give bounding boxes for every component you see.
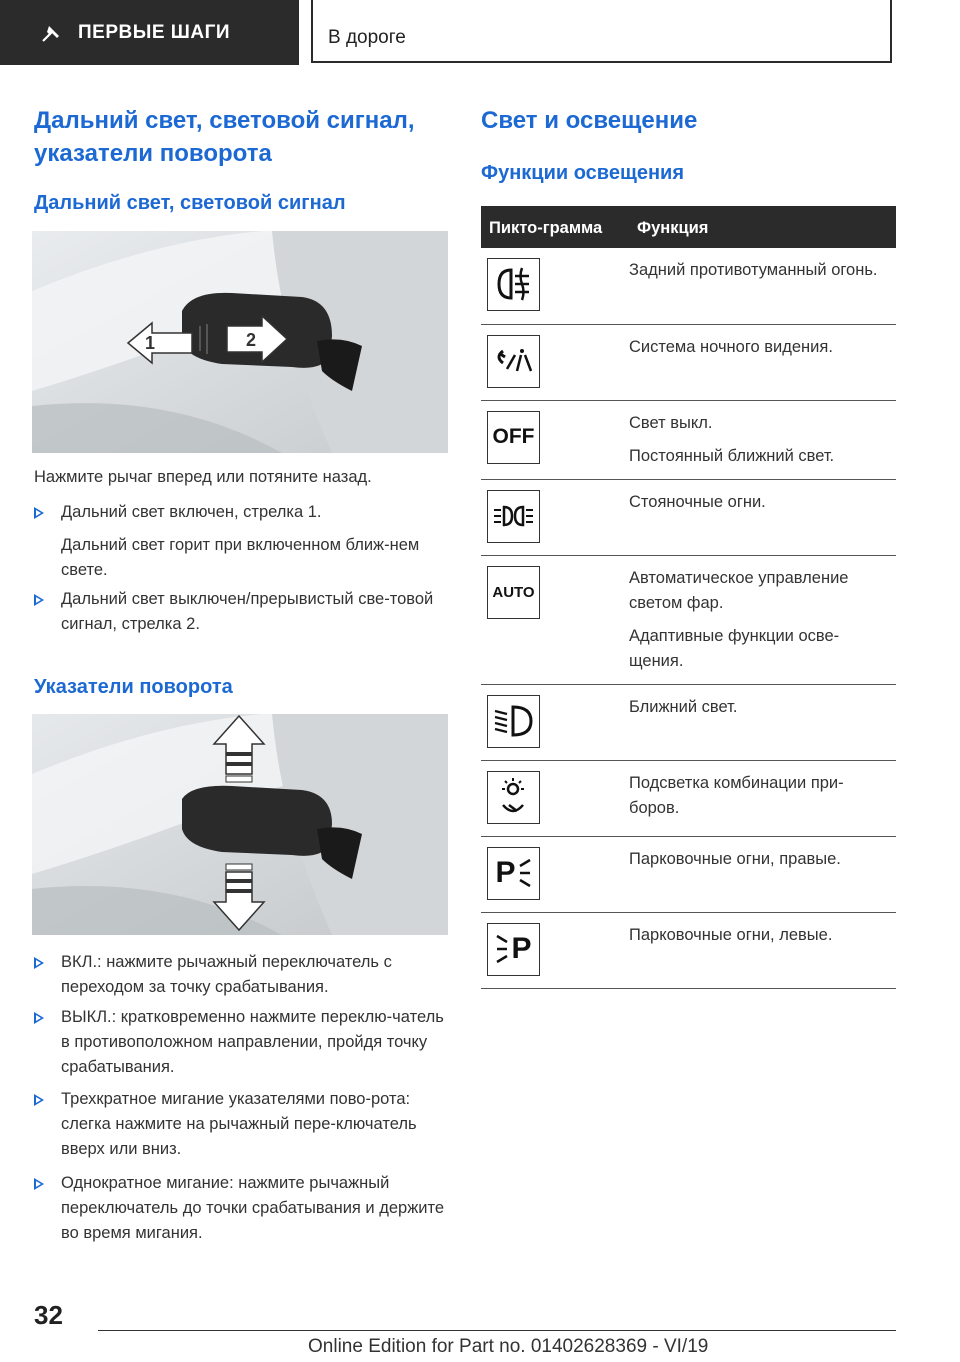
chapter-title: В дороге bbox=[328, 27, 406, 48]
high-beam-lever-figure bbox=[32, 231, 448, 453]
column-header-function: Функция bbox=[629, 206, 896, 248]
list-item: Дальний свет выключен/прерывистый све‐товой сигнал, стрелка 2. bbox=[34, 587, 448, 637]
instrument-lighting-icon bbox=[487, 771, 540, 824]
svg-text:2: 2 bbox=[246, 330, 257, 350]
intro-text: Нажмите рычаг вперед или потяните назад. bbox=[34, 468, 372, 486]
svg-text:1: 1 bbox=[145, 333, 156, 353]
table-row: Подсветка комбинации при‐боров. bbox=[481, 760, 896, 836]
table-row: P Парковочные огни, правые. bbox=[481, 836, 896, 912]
page-title: Дальний свет, световой сигнал, указатели поворота bbox=[34, 107, 415, 167]
footer-divider bbox=[98, 1330, 896, 1331]
section-tab[interactable] bbox=[0, 0, 299, 65]
table-row: AUTO Автоматическое управление светом фар. Адаптивные функции осве‐щения. bbox=[481, 555, 896, 684]
bullet-triangle-icon bbox=[34, 1094, 44, 1106]
section-title: ПЕРВЫЕ ШАГИ bbox=[78, 21, 231, 43]
parking-lights-icon bbox=[487, 490, 540, 543]
table-row: Стояночные огни. bbox=[481, 479, 896, 555]
edition-note: Online Edition for Part no. 01402628369 - VI/19 bbox=[308, 1336, 709, 1357]
page-number: 32 bbox=[34, 1300, 63, 1330]
bullet-triangle-icon bbox=[34, 957, 44, 969]
rear-fog-light-icon bbox=[487, 258, 540, 311]
low-beam-icon bbox=[487, 695, 540, 748]
turn-signal-lever-figure bbox=[32, 714, 448, 935]
chapter-tab bbox=[311, 0, 892, 63]
night-vision-icon bbox=[487, 335, 540, 388]
section-title-lights: Свет и освещение bbox=[481, 107, 698, 134]
table-row: P Парковочные огни, левые. bbox=[481, 912, 896, 988]
table-row: OFF Свет выкл. Постоянный ближний свет. bbox=[481, 400, 896, 479]
table-row: Задний противотуманный огонь. bbox=[481, 248, 896, 324]
lights-off-icon: OFF bbox=[487, 411, 540, 464]
bullet-triangle-icon bbox=[34, 1012, 44, 1024]
list-item: Однократное мигание: нажмите рычажный переключатель до точки срабатывания и держите во время мигания. bbox=[34, 1171, 448, 1246]
flag-icon bbox=[40, 22, 62, 44]
list-item: ВКЛ.: нажмите рычажный переключатель с переходом за точку срабатывания. bbox=[34, 950, 448, 1000]
bullet-triangle-icon bbox=[34, 507, 44, 519]
section-heading-high-beam: Дальний свет, световой сигнал bbox=[34, 192, 346, 214]
lighting-functions-table bbox=[481, 206, 896, 989]
parking-light-left-icon: P bbox=[487, 923, 540, 976]
list-item: ВЫКЛ.: кратковременно нажмите переклю‐чатель в противоположном направлении, пройдя точку срабатывания. bbox=[34, 1005, 448, 1080]
parking-light-right-icon: P bbox=[487, 847, 540, 900]
bullet-triangle-icon bbox=[34, 1178, 44, 1190]
table-row: Система ночного видения. bbox=[481, 324, 896, 400]
table-row: Ближний свет. bbox=[481, 684, 896, 760]
list-item: Трехкратное мигание указателями пово‐рота: слегка нажмите на рычажный пере‐ключатель вверх или вниз. bbox=[34, 1087, 448, 1162]
subsection-title-lighting-functions: Функции освещения bbox=[481, 162, 684, 184]
section-heading-turn-signals: Указатели поворота bbox=[34, 676, 233, 698]
auto-light-icon: AUTO bbox=[487, 566, 540, 619]
column-header-pictogram: Пикто‐грамма bbox=[481, 206, 629, 248]
bullet-triangle-icon bbox=[34, 594, 44, 606]
list-item: Дальний свет включен, стрелка 1. Дальний свет горит при включенном ближ‐нем свете. bbox=[34, 500, 448, 583]
